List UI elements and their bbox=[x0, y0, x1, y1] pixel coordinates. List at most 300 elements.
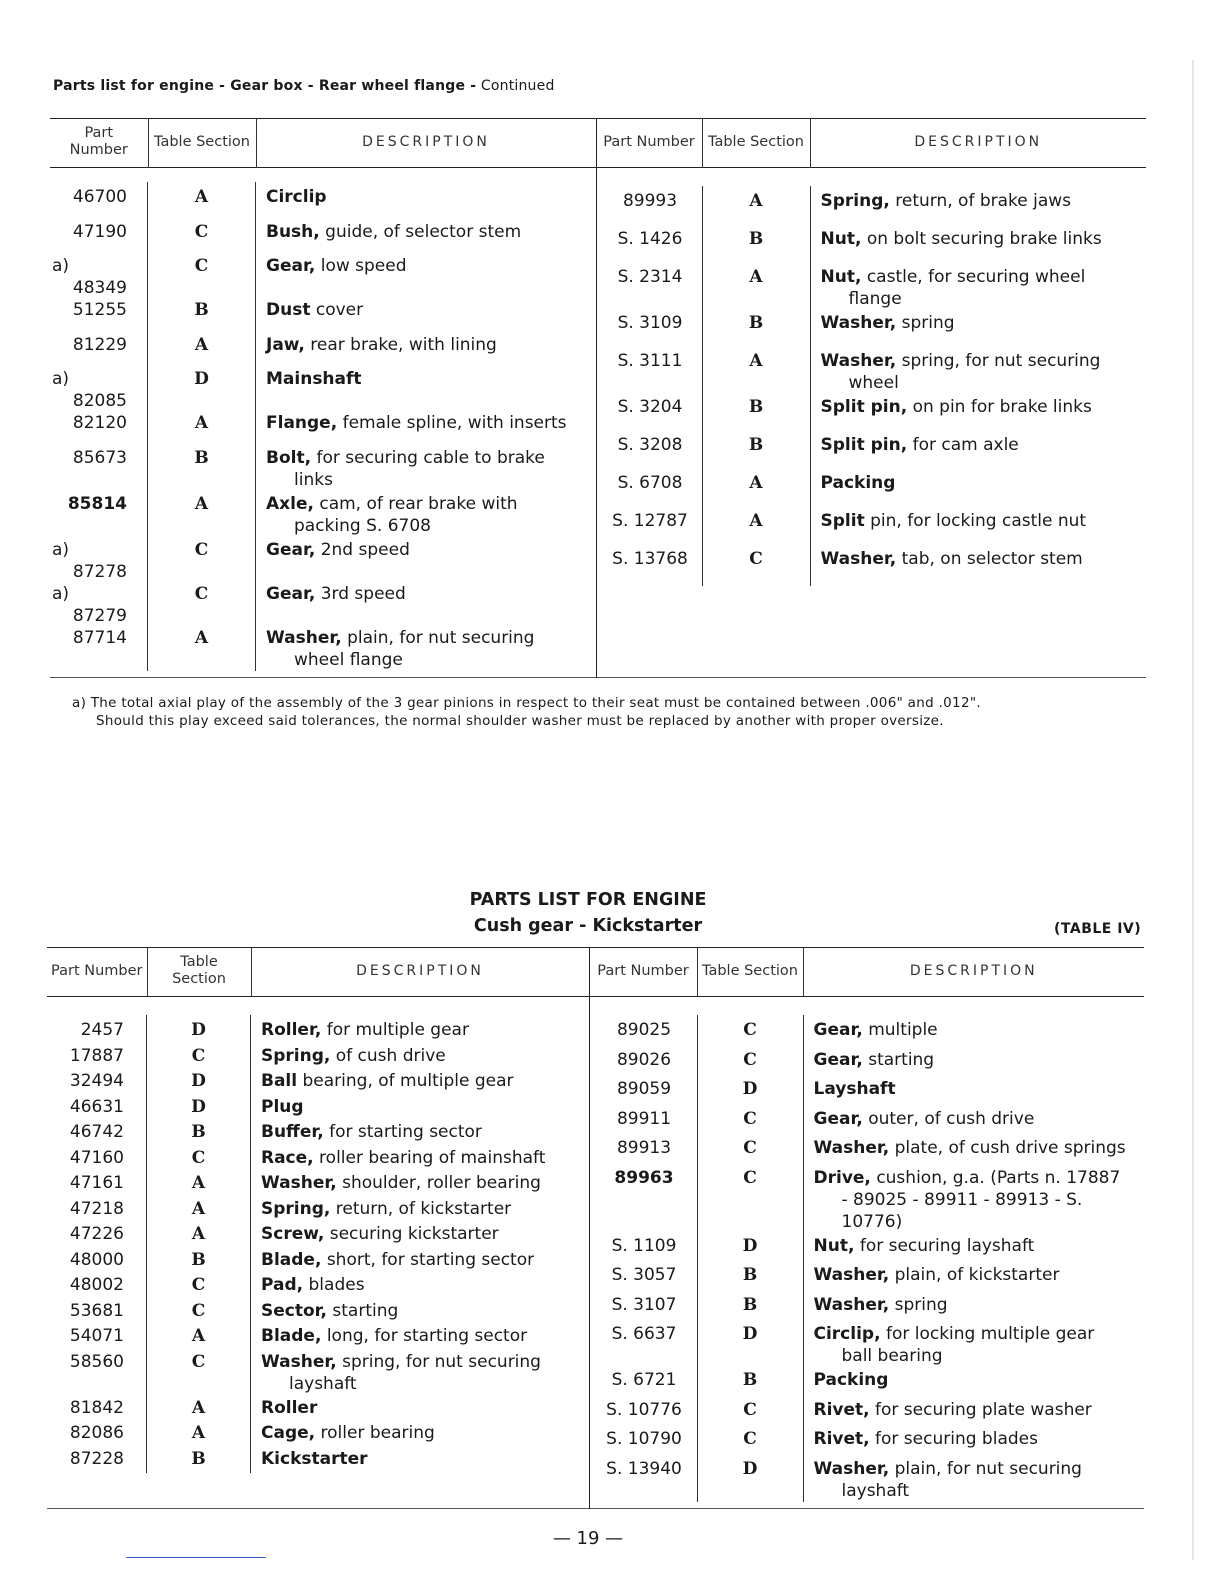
table-section-value: C bbox=[698, 1133, 804, 1167]
col-description-right: DESCRIPTION bbox=[909, 962, 1038, 979]
col-table-section-right: Table Section bbox=[702, 119, 810, 168]
part-number bbox=[597, 430, 703, 472]
parts-table-cush-gear bbox=[47, 947, 1144, 1509]
part-number bbox=[597, 346, 703, 394]
table-row bbox=[590, 1167, 1145, 1233]
description-text: spring bbox=[894, 1294, 948, 1315]
description-keyword: Packing bbox=[820, 473, 896, 493]
part-number bbox=[50, 295, 148, 334]
table-section-value: C bbox=[148, 251, 256, 299]
part-number bbox=[590, 1163, 698, 1233]
description-text: plain, of kickstarter bbox=[894, 1265, 1060, 1285]
description-keyword: Gear, bbox=[813, 1108, 863, 1129]
table-row bbox=[597, 434, 1147, 472]
part-number bbox=[590, 1424, 698, 1458]
table-row bbox=[597, 190, 1147, 228]
col-part-number-right: Part Number bbox=[596, 119, 702, 168]
description-keyword: Gear, bbox=[813, 1049, 863, 1070]
description-keyword: Sector, bbox=[261, 1300, 327, 1321]
description-keyword: Buffer, bbox=[261, 1122, 324, 1142]
part-description bbox=[251, 1397, 589, 1423]
description-keyword: Flange, bbox=[266, 413, 338, 433]
table-row bbox=[50, 447, 596, 491]
part-description bbox=[256, 255, 596, 299]
table-section-value: A bbox=[703, 186, 811, 228]
part-description bbox=[804, 1458, 1145, 1502]
description-text: guide, of selector stem bbox=[325, 221, 522, 242]
footnote-marker: a) bbox=[52, 539, 70, 560]
table-section-value: C bbox=[148, 535, 256, 583]
footnote-line-1: a) The total axial play of the assembly of the 3 gear pinions in respect to their seat must be contained between .006" and .012". bbox=[72, 695, 981, 711]
part-number-value: 46631 bbox=[69, 1096, 124, 1117]
part-number-value: S. 1109 bbox=[611, 1235, 677, 1256]
description-text: cam, of rear brake with bbox=[319, 493, 518, 514]
col-part-number-right: Part Number bbox=[589, 948, 697, 997]
description-text: for securing layshaft bbox=[859, 1235, 1035, 1256]
part-description bbox=[251, 1448, 589, 1474]
table-row bbox=[597, 228, 1147, 266]
table-body-row bbox=[47, 997, 1144, 1509]
col-table-section-right: Table Section bbox=[697, 948, 803, 997]
description-keyword: Split pin, bbox=[820, 435, 908, 455]
part-number-value: S. 3208 bbox=[617, 435, 683, 455]
part-description bbox=[811, 510, 1147, 548]
part-number bbox=[597, 308, 703, 350]
description-text: 3rd speed bbox=[320, 583, 406, 604]
part-description bbox=[811, 266, 1147, 310]
description-keyword: Plug bbox=[261, 1096, 304, 1117]
table-row bbox=[50, 299, 596, 334]
part-description bbox=[804, 1399, 1145, 1429]
part-description bbox=[256, 412, 596, 447]
description-continuation: flange bbox=[848, 289, 902, 309]
part-description bbox=[804, 1323, 1145, 1367]
part-number bbox=[597, 544, 703, 586]
description-keyword: Gear, bbox=[813, 1020, 863, 1040]
table-row bbox=[597, 350, 1147, 394]
description-text: roller bearing bbox=[320, 1423, 435, 1443]
table-row bbox=[50, 334, 596, 369]
part-description bbox=[804, 1078, 1145, 1108]
part-number bbox=[590, 1104, 698, 1138]
part-number bbox=[590, 1319, 698, 1367]
part-description bbox=[804, 1049, 1145, 1079]
part-number bbox=[50, 182, 148, 221]
description-continuation: wheel flange bbox=[294, 649, 403, 670]
description-keyword: Spring, bbox=[261, 1045, 331, 1066]
part-number bbox=[597, 224, 703, 266]
description-text: for multiple gear bbox=[326, 1020, 469, 1040]
table-row bbox=[590, 1458, 1145, 1502]
table-section-value: B bbox=[703, 392, 811, 434]
part-description bbox=[811, 396, 1147, 434]
part-description bbox=[251, 1249, 589, 1275]
table-section-value: D bbox=[698, 1319, 804, 1367]
description-keyword: Screw, bbox=[261, 1224, 325, 1244]
description-text: plate, of cush drive springs bbox=[894, 1138, 1126, 1158]
footnote bbox=[72, 694, 1152, 730]
table-section-value: C bbox=[147, 1296, 251, 1326]
part-number bbox=[50, 579, 148, 627]
part-number bbox=[590, 1290, 698, 1324]
part-number-value: S. 10790 bbox=[606, 1429, 682, 1449]
description-keyword: Nut, bbox=[820, 267, 862, 287]
table-section-value: B bbox=[698, 1260, 804, 1294]
table-section-value: D bbox=[148, 364, 256, 412]
part-number bbox=[50, 364, 148, 412]
section-subtitle: Cush gear - Kickstarter bbox=[473, 916, 703, 936]
part-description bbox=[251, 1325, 589, 1351]
part-description bbox=[811, 350, 1147, 394]
description-text: short, for starting sector bbox=[326, 1249, 535, 1270]
part-number bbox=[50, 330, 148, 369]
description-continuation: wheel bbox=[848, 373, 899, 393]
footnote-line-2: Should this play exceed said tolerances, the normal shoulder washer must be replaced by another with proper oversize. bbox=[96, 713, 944, 729]
description-text: cushion, g.a. (Parts n. 17887 bbox=[876, 1167, 1121, 1188]
description-keyword: Nut, bbox=[820, 229, 862, 249]
part-description bbox=[251, 1198, 589, 1224]
table-section-value: C bbox=[698, 1424, 804, 1458]
table-row bbox=[50, 368, 596, 412]
part-description bbox=[251, 1351, 589, 1395]
part-description bbox=[256, 627, 596, 671]
table-body-row bbox=[50, 168, 1146, 678]
part-description bbox=[804, 1369, 1145, 1399]
description-keyword: Layshaft bbox=[813, 1079, 896, 1099]
description-text: for securing blades bbox=[875, 1429, 1038, 1449]
description-text: spring, for nut securing bbox=[342, 1351, 541, 1372]
table-row bbox=[597, 266, 1147, 310]
part-number bbox=[50, 535, 148, 583]
table-section-value: B bbox=[147, 1444, 251, 1474]
table-section-value: A bbox=[148, 489, 256, 537]
description-continuation: layshaft bbox=[841, 1480, 910, 1501]
table-section-value: D bbox=[147, 1092, 251, 1122]
description-keyword: Roller, bbox=[261, 1020, 322, 1040]
table-section-value: A bbox=[148, 330, 256, 369]
part-number bbox=[590, 1365, 698, 1399]
table-section-value: A bbox=[703, 262, 811, 310]
part-description bbox=[811, 190, 1147, 228]
part-number-value: 89025 bbox=[616, 1020, 672, 1040]
table-section-value: B bbox=[147, 1245, 251, 1275]
table-section-value: B bbox=[703, 224, 811, 266]
part-number-value: 85814 bbox=[67, 493, 127, 514]
table-section-value: B bbox=[698, 1290, 804, 1324]
part-number-value: S. 2314 bbox=[617, 267, 683, 287]
table-section-value: A bbox=[148, 408, 256, 447]
part-number-value: 82086 bbox=[69, 1423, 124, 1443]
part-description bbox=[256, 221, 596, 256]
left-column-list bbox=[50, 168, 596, 677]
part-number-value: 48349 bbox=[72, 278, 127, 298]
description-keyword: Washer, bbox=[820, 313, 897, 333]
part-description bbox=[256, 583, 596, 627]
part-description bbox=[256, 539, 596, 583]
description-keyword: Blade, bbox=[261, 1326, 322, 1346]
table-section-value: B bbox=[148, 295, 256, 334]
part-number-value: S. 3109 bbox=[617, 313, 683, 333]
heading-bold: Parts list for engine - Gear box - Rear wheel flange - bbox=[53, 78, 477, 94]
part-number bbox=[590, 1395, 698, 1429]
description-keyword: Washer, bbox=[266, 627, 342, 648]
description-keyword: Gear, bbox=[266, 539, 316, 560]
part-number-value: S. 13768 bbox=[612, 549, 688, 569]
part-number-value: S. 6721 bbox=[611, 1370, 677, 1390]
table-section-value: B bbox=[703, 430, 811, 472]
table-section-value: C bbox=[148, 579, 256, 627]
part-number bbox=[590, 1015, 698, 1049]
description-keyword: Spring, bbox=[261, 1198, 331, 1219]
table-section-value: C bbox=[147, 1143, 251, 1173]
table-section-value: A bbox=[703, 506, 811, 548]
description-continuation: layshaft bbox=[289, 1373, 357, 1394]
part-description bbox=[256, 186, 596, 221]
description-text: for locking multiple gear bbox=[885, 1324, 1095, 1344]
part-number-value: 87279 bbox=[72, 605, 127, 626]
description-keyword: Washer, bbox=[813, 1138, 890, 1158]
description-text: bearing, of multiple gear bbox=[302, 1071, 514, 1091]
part-description bbox=[811, 434, 1147, 472]
description-text: rear brake, with lining bbox=[310, 334, 497, 355]
description-text: of cush drive bbox=[335, 1045, 446, 1066]
table-section-value: D bbox=[698, 1231, 804, 1265]
part-number-value: S. 3107 bbox=[611, 1294, 677, 1315]
part-number-value: S. 3057 bbox=[611, 1265, 677, 1285]
description-text: plain, for nut securing bbox=[894, 1458, 1082, 1479]
part-number-value: 2457 bbox=[80, 1020, 124, 1040]
part-number bbox=[590, 1074, 698, 1108]
description-keyword: Split pin, bbox=[820, 397, 908, 417]
part-number-value: S. 13940 bbox=[606, 1458, 682, 1479]
left-column-list bbox=[47, 997, 589, 1477]
part-number-value: 81229 bbox=[72, 334, 127, 355]
description-keyword: Roller bbox=[261, 1397, 318, 1418]
description-keyword: Gear, bbox=[266, 256, 316, 276]
table-section-value: C bbox=[147, 1041, 251, 1071]
description-text: securing kickstarter bbox=[329, 1224, 499, 1244]
part-number bbox=[597, 262, 703, 310]
part-number-value: S. 6637 bbox=[611, 1324, 677, 1344]
table-section-value: C bbox=[698, 1015, 804, 1049]
table-section-value: A bbox=[148, 623, 256, 671]
description-keyword: Dust bbox=[266, 300, 311, 320]
part-number-value: S. 10776 bbox=[606, 1399, 682, 1420]
part-description bbox=[804, 1108, 1145, 1138]
part-number bbox=[590, 1260, 698, 1294]
description-text: roller bearing of mainshaft bbox=[319, 1147, 546, 1168]
part-description bbox=[256, 493, 596, 537]
right-column-list bbox=[590, 997, 1145, 1508]
part-number-value: 82120 bbox=[72, 413, 127, 433]
table-section-value: A bbox=[147, 1219, 251, 1249]
part-description bbox=[804, 1428, 1145, 1458]
table-number: (TABLE IV) bbox=[1054, 921, 1142, 937]
part-number-value: 47160 bbox=[69, 1147, 124, 1168]
description-keyword: Washer, bbox=[813, 1265, 890, 1285]
description-keyword: Washer, bbox=[820, 351, 897, 371]
description-continuation: ball bearing bbox=[841, 1346, 943, 1366]
description-text: shoulder, roller bearing bbox=[342, 1173, 541, 1193]
part-description bbox=[251, 1223, 589, 1249]
part-number-value: 46742 bbox=[69, 1122, 124, 1142]
part-number-value: 58560 bbox=[69, 1351, 124, 1372]
page-heading bbox=[53, 78, 555, 94]
description-text: plain, for nut securing bbox=[347, 627, 535, 648]
table-section-value: A bbox=[147, 1393, 251, 1423]
table-section-value: C bbox=[698, 1395, 804, 1429]
description-keyword: Bolt, bbox=[266, 447, 312, 468]
part-number-value: 48000 bbox=[69, 1249, 124, 1270]
description-text: return, of brake jaws bbox=[895, 191, 1072, 211]
col-description: DESCRIPTION bbox=[251, 948, 589, 997]
table-section-value: D bbox=[147, 1066, 251, 1096]
description-text: for starting sector bbox=[329, 1122, 482, 1142]
part-number-value: 47218 bbox=[69, 1198, 124, 1219]
description-text: spring bbox=[901, 313, 955, 333]
part-description bbox=[811, 472, 1147, 510]
footnote-marker: a) bbox=[52, 256, 70, 276]
part-number-value: 48002 bbox=[69, 1275, 124, 1295]
part-description bbox=[251, 1147, 589, 1173]
part-number bbox=[597, 392, 703, 434]
part-description bbox=[804, 1167, 1145, 1233]
part-number-value: 81842 bbox=[69, 1397, 124, 1418]
part-description bbox=[811, 548, 1147, 586]
col-table-section: Table Section bbox=[147, 948, 251, 997]
description-continuation: packing S. 6708 bbox=[294, 515, 431, 536]
table-section-value: A bbox=[703, 346, 811, 394]
part-number-value: 53681 bbox=[69, 1300, 124, 1321]
description-keyword: Washer, bbox=[820, 549, 897, 569]
part-number-value: 54071 bbox=[69, 1326, 124, 1346]
part-number-value: 17887 bbox=[69, 1045, 124, 1066]
part-number-value: 32494 bbox=[69, 1071, 124, 1091]
part-number-value: 46700 bbox=[72, 187, 127, 207]
part-description bbox=[811, 228, 1147, 266]
part-description bbox=[251, 1274, 589, 1300]
part-number-value: 82085 bbox=[72, 391, 127, 411]
col-part-number: Part Number bbox=[50, 119, 148, 168]
table-row bbox=[50, 221, 596, 256]
part-description bbox=[256, 447, 596, 491]
description-text: outer, of cush drive bbox=[868, 1108, 1035, 1129]
description-text: blades bbox=[308, 1275, 365, 1295]
footnote-marker: a) bbox=[52, 583, 70, 604]
table-header-row bbox=[50, 119, 1146, 168]
table-row bbox=[597, 472, 1147, 510]
table-section-value: C bbox=[698, 1163, 804, 1233]
part-number-value: 89026 bbox=[616, 1049, 672, 1070]
description-keyword: Race, bbox=[261, 1147, 314, 1168]
description-text: for securing cable to brake bbox=[316, 447, 545, 468]
description-keyword: Gear, bbox=[266, 583, 316, 604]
part-description bbox=[811, 312, 1147, 350]
table-section-value: A bbox=[147, 1321, 251, 1351]
description-keyword: Axle, bbox=[266, 493, 314, 514]
part-number-value: 47161 bbox=[69, 1173, 124, 1193]
table-row bbox=[597, 396, 1147, 434]
part-number-value: S. 12787 bbox=[612, 511, 688, 531]
part-number bbox=[597, 506, 703, 548]
table-row bbox=[50, 583, 596, 627]
part-number bbox=[50, 489, 148, 537]
part-description bbox=[251, 1121, 589, 1147]
col-description-right: DESCRIPTION bbox=[914, 133, 1043, 150]
table-section-value: A bbox=[147, 1194, 251, 1224]
table-section-value: A bbox=[147, 1168, 251, 1198]
part-description bbox=[804, 1235, 1145, 1265]
table-section-value: C bbox=[698, 1045, 804, 1079]
part-number bbox=[50, 217, 148, 256]
description-keyword: Rivet, bbox=[813, 1429, 870, 1449]
table-section-value: A bbox=[703, 468, 811, 510]
part-number bbox=[50, 251, 148, 299]
page-number: — 19 — bbox=[552, 1528, 624, 1549]
page-edge bbox=[1192, 60, 1194, 1560]
description-text: cover bbox=[315, 300, 364, 320]
table-section-value: B bbox=[698, 1365, 804, 1399]
table-section-value: B bbox=[147, 1117, 251, 1147]
part-description bbox=[804, 1137, 1145, 1167]
part-description bbox=[256, 334, 596, 369]
part-number-value: 85673 bbox=[72, 447, 127, 468]
description-text: tab, on selector stem bbox=[901, 549, 1083, 569]
table-section-value: A bbox=[148, 182, 256, 221]
table-row bbox=[50, 186, 596, 221]
table-row bbox=[597, 510, 1147, 548]
right-column-list bbox=[597, 168, 1147, 590]
description-continuation: links bbox=[294, 469, 333, 490]
table-row bbox=[597, 312, 1147, 350]
part-description bbox=[804, 1019, 1145, 1049]
table-section-value: B bbox=[148, 443, 256, 491]
table-section-value: A bbox=[147, 1418, 251, 1448]
col-description: DESCRIPTION bbox=[256, 119, 596, 168]
part-number-value: 87228 bbox=[69, 1448, 124, 1469]
part-number bbox=[590, 1133, 698, 1167]
table-row bbox=[50, 627, 596, 671]
col-part-number: Part Number bbox=[47, 948, 147, 997]
description-keyword: Blade, bbox=[261, 1249, 322, 1270]
table-row bbox=[597, 548, 1147, 586]
part-number-value: 47226 bbox=[69, 1224, 124, 1244]
part-description bbox=[251, 1096, 589, 1122]
part-description bbox=[251, 1045, 589, 1071]
part-number-value: 87714 bbox=[72, 627, 127, 648]
table-row bbox=[50, 412, 596, 447]
description-text: on bolt securing brake links bbox=[866, 229, 1102, 249]
description-text: 2nd speed bbox=[320, 539, 410, 560]
description-keyword: Spring, bbox=[820, 191, 890, 211]
part-number-value: 89963 bbox=[614, 1167, 674, 1188]
table-row bbox=[590, 1323, 1145, 1367]
part-number-value: 89993 bbox=[622, 191, 678, 211]
part-number-value: S. 1426 bbox=[617, 229, 683, 249]
part-number-value: 89059 bbox=[616, 1079, 672, 1099]
part-number bbox=[590, 1454, 698, 1502]
description-text: on pin for brake links bbox=[912, 397, 1092, 417]
description-keyword: Jaw, bbox=[266, 334, 305, 355]
description-keyword: Mainshaft bbox=[266, 369, 362, 389]
table-section-value: C bbox=[698, 1104, 804, 1138]
part-number bbox=[597, 468, 703, 510]
table-row bbox=[50, 539, 596, 583]
description-text: pin, for locking castle nut bbox=[870, 511, 1087, 531]
description-text: return, of kickstarter bbox=[335, 1198, 512, 1219]
part-number bbox=[47, 1444, 147, 1474]
description-text: female spline, with inserts bbox=[342, 413, 567, 433]
